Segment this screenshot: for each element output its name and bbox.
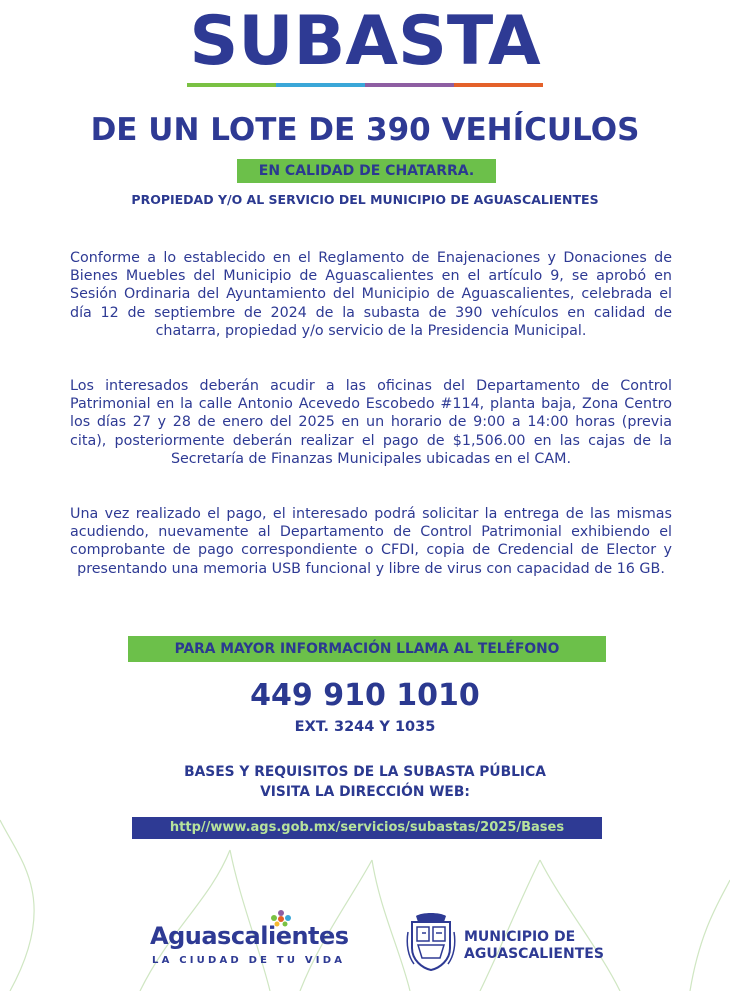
body-paragraph-2: Los interesados deberán acudir a las oficinas del Departamento de Control Patrimonial en la calle Antonio Acevedo Escobedo #114, planta baja, Zona Centro los días 27 y 28 de enero del 2025 en un horario de 9:00 a 14:00 horas (previa cita), posteriormente deberán realizar el pago de $1,506.00 en las cajas de la Secretaría de Finanzas Municipales ubicadas en el CAM.: [70, 378, 672, 467]
logo-wordmark: Aguascalientes: [150, 922, 349, 950]
bases-requirements-text: [0, 762, 730, 802]
body-paragraph-3: Una vez realizado el pago, el interesado podrá solicitar la entrega de las mismas acudiendo, nuevamente al Departamento de Control Patrimonial exhibiendo el comprobante de pago correspondiente o CFDI, copia de Credencial de Elector y presentando una memoria USB funcional y libre de virus con capacidad de 16 GB.: [70, 506, 672, 577]
bases-line-2: VISITA LA DIRECCIÓN WEB:: [260, 784, 470, 800]
info-banner: PARA MAYOR INFORMACIÓN LLAMA AL TELÉFONO: [128, 636, 606, 662]
logo-tagline: LA CIUDAD DE TU VIDA: [152, 955, 346, 966]
bases-line-1: BASES Y REQUISITOS DE LA SUBASTA PÚBLICA: [184, 764, 546, 780]
condition-badge: EN CALIDAD DE CHATARRA.: [237, 159, 496, 183]
phone-number: 449 910 1010: [250, 678, 480, 713]
color-stripe-divider: [187, 83, 543, 87]
aguascalientes-city-logo: [150, 910, 390, 970]
municipio-name: [464, 929, 604, 963]
phone-extensions: EXT. 3244 Y 1035: [294, 719, 436, 735]
municipio-line-2: AGUASCALIENTES: [464, 946, 604, 962]
municipal-seal-icon: [406, 912, 456, 972]
page-title: SUBASTA: [189, 2, 541, 81]
ownership-line: PROPIEDAD Y/O AL SERVICIO DEL MUNICIPIO DE AGUASCALIENTES: [131, 192, 599, 207]
page-subtitle: DE UN LOTE DE 390 VEHÍCULOS: [90, 112, 640, 148]
body-paragraph-1: Conforme a lo establecido en el Reglamento de Enajenaciones y Donaciones de Bienes Muebles del Municipio de Aguascalientes en el artículo 9, se aprobó en Sesión Ordinaria del Ayuntamiento del Municipio de Aguascalientes, celebrada el día 12 de septiembre de 2024 de la subasta de 390 vehículos en calidad de chatarra, propiedad y/o servicio de la Presidencia Municipal.: [70, 250, 672, 339]
municipio-line-1: MUNICIPIO DE: [464, 929, 576, 945]
bases-url-link[interactable]: http//www.ags.gob.mx/servicios/subastas/2025/Bases: [132, 817, 602, 839]
